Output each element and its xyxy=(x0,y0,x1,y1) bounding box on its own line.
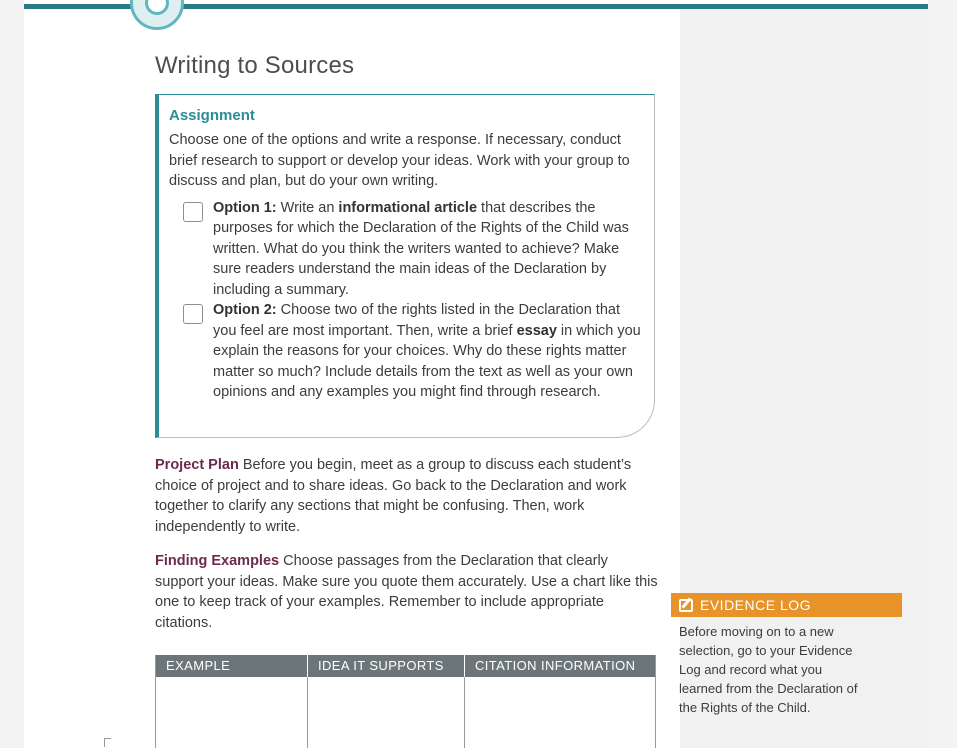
badge-inner-circle xyxy=(145,0,169,15)
option-1-bold: informational article xyxy=(338,199,478,216)
option-1-text-b: that describes the purposes for which the Declaration of the Rights of the Child was written. What do you think the writers wanted to achieve? Make sure readers understand the main ideas of the Declaration by including a summary. xyxy=(213,199,629,298)
project-plan-lead: Project Plan xyxy=(155,457,239,473)
header-idea-it-supports: IDEA IT SUPPORTS xyxy=(307,655,464,677)
cell-citation[interactable] xyxy=(464,677,655,748)
option-1-label: Option 1: xyxy=(213,199,277,216)
evidence-log-text: Before moving on to a new selection, go to your Evidence Log and record what you learned from the Declaration of the Rights of the Child. xyxy=(679,624,858,715)
option-1 xyxy=(169,198,644,301)
examples-chart xyxy=(155,655,656,748)
finding-examples-lead: Finding Examples xyxy=(155,553,280,569)
header-example: EXAMPLE xyxy=(166,658,231,673)
header-citation-information: CITATION INFORMATION xyxy=(464,655,655,677)
option-2-bold: essay xyxy=(516,322,557,339)
examples-chart-header xyxy=(156,655,655,677)
option-2-text-a: Choose two of the rights listed in the Declaration that you feel are most important. Then, write a brief xyxy=(213,302,620,339)
finding-examples-paragraph xyxy=(155,551,660,633)
cell-example[interactable] xyxy=(156,677,307,748)
assignment-heading: Assignment xyxy=(169,107,255,124)
cell-idea[interactable] xyxy=(307,677,464,748)
assignment-box xyxy=(155,94,655,438)
option-2-label: Option 2: xyxy=(213,302,277,318)
finding-examples-text: Choose passages from the Declaration that clearly support your ideas. Make sure you quote them accurately. Use a chart like this one to keep track of your examples. Remember to include appropriate citations. xyxy=(155,553,658,631)
margin-mark xyxy=(104,738,111,747)
examples-chart-row xyxy=(156,677,655,748)
option-2-text-b: in which you explain the reasons for your choices. Why do these rights matter matter so much? Include details from the text as well as your own opinions and any examples you might find through research. xyxy=(213,322,641,400)
section-badge-icon xyxy=(130,0,184,30)
page-title: Writing to Sources xyxy=(155,52,355,79)
evidence-log-header xyxy=(671,593,902,617)
option-1-checkbox[interactable] xyxy=(183,202,203,222)
evidence-log-heading: EVIDENCE LOG xyxy=(700,597,812,613)
project-plan-text: Before you begin, meet as a group to discuss each student’s choice of project and to share ideas. Go back to the Declaration and work together to clarify any sections that might be confusing. Then, work independently to write. xyxy=(155,457,632,535)
option-2 xyxy=(169,300,644,403)
option-2-checkbox[interactable] xyxy=(183,304,203,324)
option-1-text-a: Write an xyxy=(276,199,339,216)
assignment-intro: Choose one of the options and write a response. If necessary, conduct brief research to support or develop your ideas. Work with your group to discuss and plan, but do your own writing. xyxy=(169,132,630,189)
edit-note-icon xyxy=(679,599,693,612)
project-plan-paragraph xyxy=(155,455,660,537)
